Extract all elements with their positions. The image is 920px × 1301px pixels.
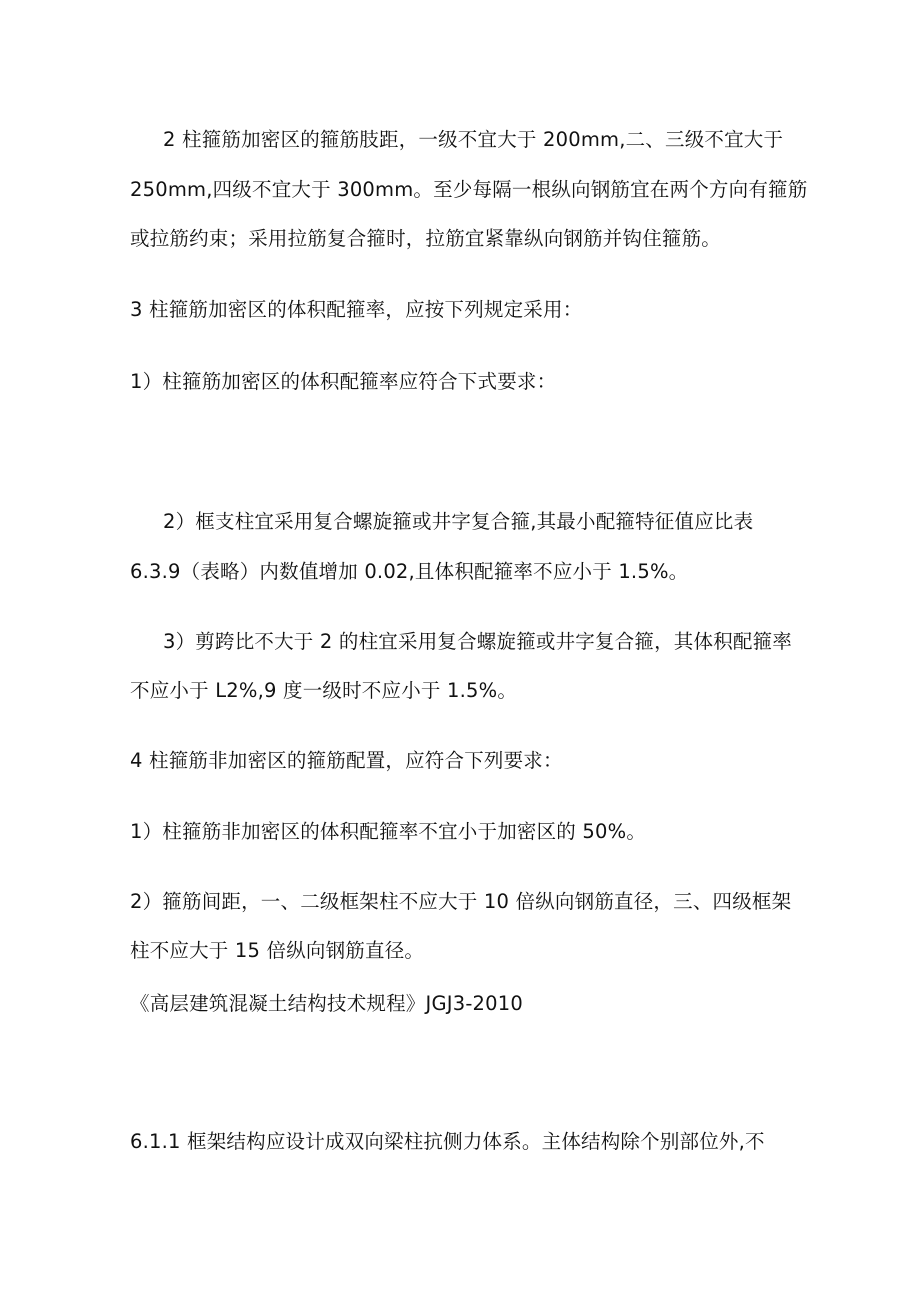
standard-title: 《高层建筑混凝土结构技术规程》JGJ3-2010: [130, 992, 523, 1015]
paragraph-2-line-3: 或拉筋约束；采用拉筋复合箍时，拉筋宜紧靠纵向钢筋并钩住箍筋。: [130, 227, 722, 250]
item-4-2-line-2: 柱不应大于 15 倍纵向钢筋直径。: [130, 939, 425, 962]
item-3-line-1: 3）剪跨比不大于 2 的柱宜采用复合螺旋箍或井字复合箍，其体积配箍率: [163, 630, 793, 653]
section-6-1-1-text: 6.1.1 框架结构应设计成双向梁柱抗侧力体系。主体结构除个别部位外,不: [130, 1130, 765, 1153]
item-4-2-line-1: 2）箍筋间距，一、二级框架柱不应大于 10 倍纵向钢筋直径，三、四级框架: [130, 890, 792, 913]
paragraph-2-line-2: 250mm,四级不宜大于 300mm。至少每隔一根纵向钢筋宜在两个方向有箍筋: [130, 178, 808, 201]
item-2-line-2: 6.3.9（表略）内数值增加 0.02,且体积配箍率不应小于 1.5%。: [130, 560, 689, 583]
paragraph-4-heading: 4 柱箍筋非加密区的箍筋配置，应符合下列要求：: [130, 749, 563, 772]
item-1-text: 1）柱箍筋加密区的体积配箍率应符合下式要求：: [130, 370, 557, 393]
item-3-line-2: 不应小于 L2%,9 度一级时不应小于 1.5%。: [130, 679, 518, 702]
item-4-1-text: 1）柱箍筋非加密区的体积配箍率不宜小于加密区的 50%。: [130, 820, 647, 843]
paragraph-3-heading: 3 柱箍筋加密区的体积配箍率，应按下列规定采用：: [130, 298, 583, 321]
item-2-line-1: 2）框支柱宜采用复合螺旋箍或井字复合箍,其最小配箍特征值应比表: [163, 510, 754, 533]
paragraph-2-line-1: 2 柱箍筋加密区的箍筋肢距，一级不宜大于 200mm,二、三级不宜大于: [163, 128, 784, 151]
